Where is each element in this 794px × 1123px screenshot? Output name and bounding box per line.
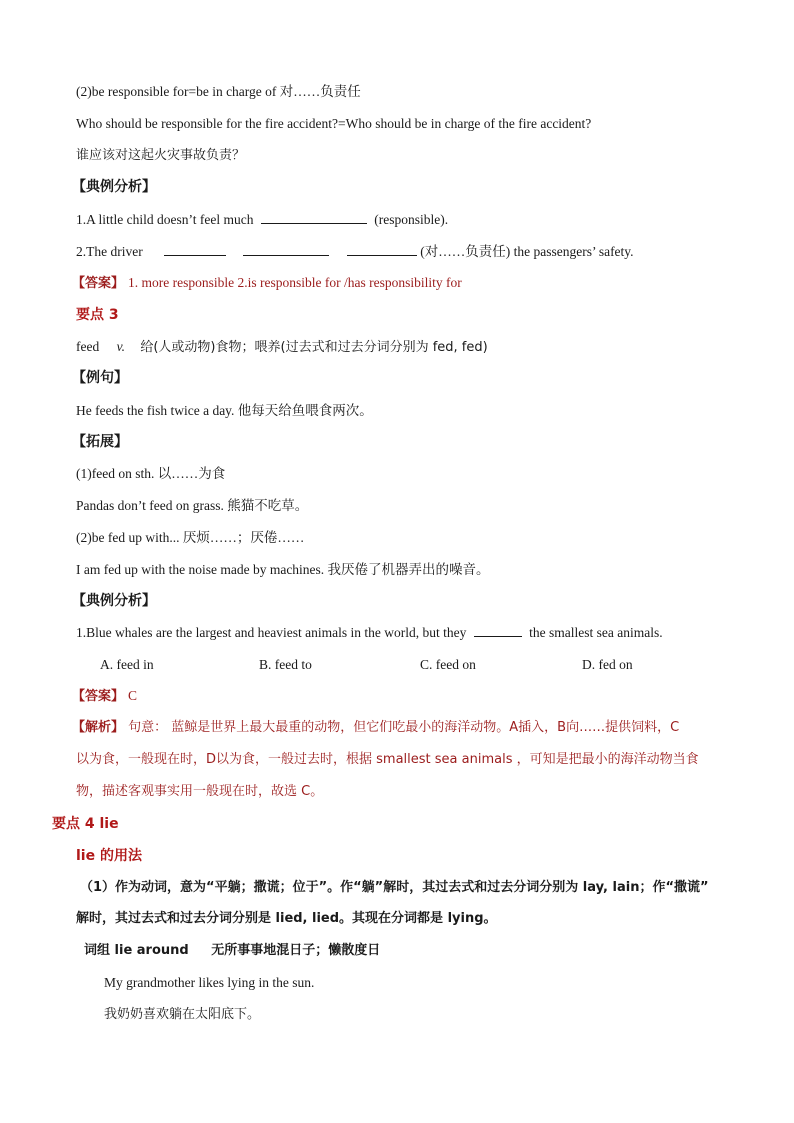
phrase-be-responsible-for: (2)be responsible for=be in charge of 对……负责任 [76,84,361,99]
analysis-line-3: 物，描述客观事实用一般现在时，故选 C。 [76,784,324,799]
answer-blank [261,211,367,224]
exercise-1-hint: (responsible). [374,212,449,227]
key-point-4-heading: 要点 4 lie [52,816,119,832]
feed-on-example: Pandas don’t feed on grass. 熊猫不吃草。 [76,498,309,513]
question-blue-whales [76,623,663,643]
feed-example-sentence: He feeds the fish twice a day. 他每天给鱼喂食两次。 [76,403,373,418]
lie-explanation-line-2: 解时，其过去式和过去分词分别是 lied, lied。其现在分词都是 lying。 [76,911,497,926]
option-d: D. fed on [582,657,633,672]
lie-example-en: My grandmother likes lying in the sun. [104,975,315,990]
feed-definition [76,337,488,358]
phrase-be-fed-up-with: (2)be fed up with... 厌烦……；厌倦…… [76,530,305,545]
section-heading-typical-analysis-2: 【典例分析】 [72,593,156,609]
section-heading-extension: 【拓展】 [72,434,128,450]
answer-blank [164,243,226,256]
option-a: A. feed in [100,657,154,672]
answer-label: 【答案】 [72,276,125,291]
feed-meaning: 给(人或动物)食物；喂养(过去式和过去分词分别为 fed, fed) [140,340,488,355]
example-sentence-en: Who should be responsible for the fire accident?=Who should be in charge of the fire accident? [76,116,592,131]
question-text-end: the smallest sea animals. [529,625,663,640]
section-heading-typical-analysis: 【典例分析】 [72,179,156,195]
analysis-line-1 [72,718,679,738]
key-point-3-heading: 要点 3 [76,307,119,323]
lie-example-cn: 我奶奶喜欢躺在太阳底下。 [104,1007,261,1022]
example-sentence-cn: 谁应该对这起火灾事故负责？ [76,148,246,163]
option-c: C. feed on [420,657,476,672]
answer-label: 【答案】 [72,689,125,704]
lie-explanation-line-1: （1）作为动词，意为“平躺；撒谎；位于”。作“躺”解时，其过去式和过去分词分别为 lay, lain；作“撒谎” [80,880,709,895]
word-feed: feed [76,339,100,354]
section-heading-example: 【例句】 [72,370,128,386]
answer-value: C [128,688,138,703]
analysis-text: 句意： 蓝鲸是世界上最大最重的动物，但它们吃最小的海洋动物。A插入，B向……提供饲料，C [128,720,680,735]
answer-blank [243,243,329,256]
exercise-2-hint: (对……负责任) the passengers’ safety. [420,244,634,259]
option-b: B. feed to [259,657,312,672]
exercise-1-text: 1.A little child doesn’t feel much [76,212,254,227]
exercise-2-text: 2.The driver [76,244,143,259]
phrase-meaning: 无所事事地混日子；懒散度日 [211,943,381,958]
answer-blank [347,243,417,256]
phrase-label: 词组 lie around [84,943,189,958]
phrase-lie-around [84,941,380,961]
lie-usage-heading: lie 的用法 [76,848,142,864]
analysis-label: 【解析】 [72,720,125,735]
question-text: 1.Blue whales are the largest and heaviest animals in the world, but they [76,625,467,640]
part-of-speech: v. [116,339,125,354]
answer-blank [474,624,522,637]
answer-line-1 [72,273,462,294]
exercise-1 [76,210,448,230]
answer-text: 1. more responsible 2.is responsible for /has responsibility for [128,275,462,290]
fed-up-example: I am fed up with the noise made by machines. 我厌倦了机器弄出的噪音。 [76,562,490,577]
answer-line-2 [72,686,137,707]
exercise-2 [76,242,634,262]
analysis-line-2: 以为食，一般现在时，D以为食，一般过去时，根据 smallest sea animals ，可知是把最小的海洋动物当食 [76,752,699,767]
phrase-feed-on: (1)feed on sth. 以……为食 [76,466,226,481]
